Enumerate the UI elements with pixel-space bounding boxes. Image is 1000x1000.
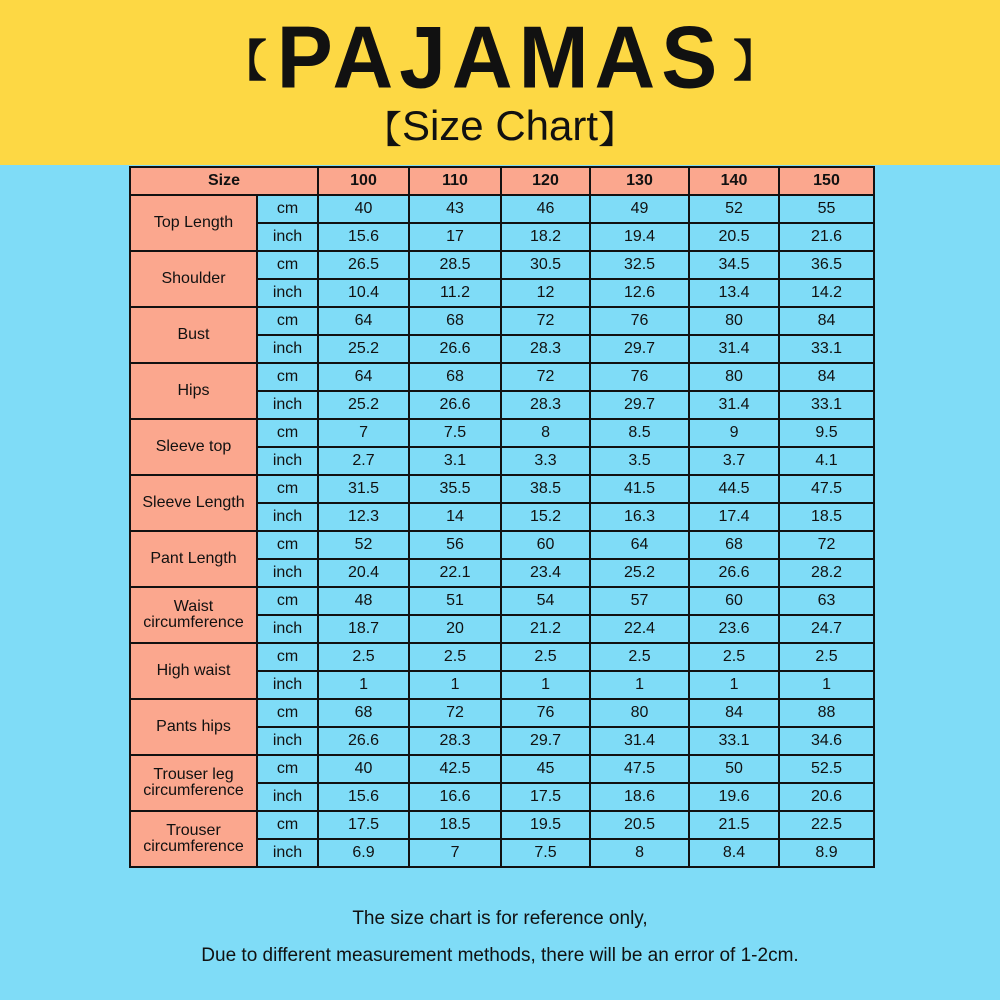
value-cell: 14.2 [779,279,874,307]
measurement-label: Shoulder [130,251,257,307]
value-cell: 84 [689,699,779,727]
value-cell: 9 [689,419,779,447]
unit-cell: inch [257,391,318,419]
value-cell: 63 [779,587,874,615]
value-cell: 41.5 [590,475,689,503]
title-text: PAJAMAS [276,7,724,106]
value-cell: 18.5 [409,811,501,839]
value-cell: 30.5 [501,251,590,279]
value-cell: 32.5 [590,251,689,279]
page-title [0,7,1000,106]
value-cell: 76 [501,699,590,727]
value-cell: 57 [590,587,689,615]
value-cell: 33.1 [779,335,874,363]
value-cell: 18.7 [318,615,409,643]
value-cell: 23.6 [689,615,779,643]
value-cell: 3.7 [689,447,779,475]
value-cell: 68 [318,699,409,727]
value-cell: 20.4 [318,559,409,587]
value-cell: 28.3 [501,335,590,363]
value-cell: 17.4 [689,503,779,531]
value-cell: 1 [590,671,689,699]
value-cell: 68 [409,363,501,391]
value-cell: 31.4 [689,391,779,419]
value-cell: 19.4 [590,223,689,251]
value-cell: 20.6 [779,783,874,811]
value-cell: 76 [590,363,689,391]
size-header-row [130,167,874,195]
value-cell: 25.2 [318,335,409,363]
subtitle-text: Size Chart [401,102,599,149]
unit-cell: inch [257,615,318,643]
value-cell: 36.5 [779,251,874,279]
unit-cell: cm [257,531,318,559]
footer-note-line-2: Due to different measurement methods, there will be an error of 1-2cm. [201,945,799,966]
value-cell: 7 [318,419,409,447]
size-header-cell: 100 [318,167,409,195]
value-cell: 16.6 [409,783,501,811]
value-cell: 7.5 [501,839,590,867]
value-cell: 28.3 [409,727,501,755]
subtitle-bracket-close: 】 [598,107,637,152]
value-cell: 4.1 [779,447,874,475]
value-cell: 15.6 [318,783,409,811]
value-cell: 20 [409,615,501,643]
value-cell: 8 [501,419,590,447]
value-cell: 17.5 [501,783,590,811]
value-cell: 22.5 [779,811,874,839]
value-cell: 20.5 [590,811,689,839]
value-cell: 8 [590,839,689,867]
unit-cell: inch [257,447,318,475]
measurement-label: Sleeve Length [130,475,257,531]
value-cell: 17 [409,223,501,251]
value-cell: 7.5 [409,419,501,447]
value-cell: 28.2 [779,559,874,587]
value-cell: 43 [409,195,501,223]
value-cell: 26.6 [409,391,501,419]
value-cell: 64 [318,363,409,391]
measurement-label: Trouser leg circumference [130,755,257,811]
page-subtitle [0,98,1000,154]
table-row [130,363,874,391]
value-cell: 12 [501,279,590,307]
value-cell: 3.5 [590,447,689,475]
unit-cell: inch [257,727,318,755]
measurement-label: Hips [130,363,257,419]
unit-cell: cm [257,699,318,727]
table-row [130,587,874,615]
unit-cell: inch [257,671,318,699]
value-cell: 31.5 [318,475,409,503]
unit-cell: inch [257,839,318,867]
value-cell: 31.4 [689,335,779,363]
value-cell: 18.5 [779,503,874,531]
unit-cell: cm [257,419,318,447]
value-cell: 21.5 [689,811,779,839]
value-cell: 18.6 [590,783,689,811]
table-row [130,475,874,503]
value-cell: 76 [590,307,689,335]
table-row [130,811,874,839]
unit-cell: cm [257,587,318,615]
value-cell: 3.1 [409,447,501,475]
value-cell: 26.6 [409,335,501,363]
value-cell: 11.2 [409,279,501,307]
value-cell: 21.2 [501,615,590,643]
value-cell: 21.6 [779,223,874,251]
unit-cell: cm [257,307,318,335]
value-cell: 52 [689,195,779,223]
table-row [130,195,874,223]
unit-cell: inch [257,223,318,251]
value-cell: 12.6 [590,279,689,307]
value-cell: 2.5 [409,643,501,671]
value-cell: 84 [779,307,874,335]
value-cell: 24.7 [779,615,874,643]
value-cell: 22.4 [590,615,689,643]
value-cell: 46 [501,195,590,223]
measurement-label: Pant Length [130,531,257,587]
size-chart-body [130,195,874,867]
value-cell: 29.7 [501,727,590,755]
value-cell: 72 [501,363,590,391]
value-cell: 22.1 [409,559,501,587]
size-header-cell: 140 [689,167,779,195]
value-cell: 34.5 [689,251,779,279]
value-cell: 19.5 [501,811,590,839]
value-cell: 16.3 [590,503,689,531]
unit-cell: inch [257,503,318,531]
value-cell: 84 [779,363,874,391]
value-cell: 33.1 [689,727,779,755]
value-cell: 13.4 [689,279,779,307]
value-cell: 9.5 [779,419,874,447]
value-cell: 80 [689,363,779,391]
unit-cell: inch [257,783,318,811]
value-cell: 47.5 [779,475,874,503]
value-cell: 42.5 [409,755,501,783]
unit-cell: cm [257,251,318,279]
measurement-label: Top Length [130,195,257,251]
table-row [130,755,874,783]
footer-note-line-1: The size chart is for reference only, [352,908,648,929]
value-cell: 50 [689,755,779,783]
value-cell: 25.2 [318,391,409,419]
subtitle-bracket-open: 【 [363,107,402,152]
measurement-label: Pants hips [130,699,257,755]
value-cell: 80 [689,307,779,335]
value-cell: 68 [409,307,501,335]
value-cell: 72 [501,307,590,335]
unit-cell: inch [257,335,318,363]
value-cell: 3.3 [501,447,590,475]
value-cell: 26.5 [318,251,409,279]
measurement-label: Sleeve top [130,419,257,475]
size-header-cell: 110 [409,167,501,195]
unit-cell: cm [257,363,318,391]
value-cell: 26.6 [689,559,779,587]
value-cell: 8.5 [590,419,689,447]
value-cell: 72 [409,699,501,727]
table-row [130,419,874,447]
value-cell: 25.2 [590,559,689,587]
size-header-cell: 150 [779,167,874,195]
unit-cell: cm [257,811,318,839]
measurement-label: Bust [130,307,257,363]
unit-cell: inch [257,279,318,307]
value-cell: 2.5 [590,643,689,671]
value-cell: 2.5 [318,643,409,671]
value-cell: 28.3 [501,391,590,419]
value-cell: 1 [409,671,501,699]
value-cell: 40 [318,195,409,223]
value-cell: 45 [501,755,590,783]
value-cell: 64 [318,307,409,335]
value-cell: 52 [318,531,409,559]
value-cell: 2.7 [318,447,409,475]
value-cell: 64 [590,531,689,559]
value-cell: 12.3 [318,503,409,531]
value-cell: 40 [318,755,409,783]
value-cell: 52.5 [779,755,874,783]
size-header-label: Size [130,167,318,195]
table-row [130,699,874,727]
table-row [130,531,874,559]
measurement-label: High waist [130,643,257,699]
value-cell: 68 [689,531,779,559]
value-cell: 19.6 [689,783,779,811]
value-cell: 80 [590,699,689,727]
value-cell: 2.5 [689,643,779,671]
value-cell: 38.5 [501,475,590,503]
title-bracket-open: 【 [222,36,267,87]
unit-cell: inch [257,559,318,587]
value-cell: 26.6 [318,727,409,755]
table-row [130,643,874,671]
value-cell: 47.5 [590,755,689,783]
unit-cell: cm [257,475,318,503]
value-cell: 33.1 [779,391,874,419]
value-cell: 44.5 [689,475,779,503]
value-cell: 10.4 [318,279,409,307]
value-cell: 20.5 [689,223,779,251]
value-cell: 6.9 [318,839,409,867]
table-row [130,307,874,335]
value-cell: 35.5 [409,475,501,503]
table-row [130,251,874,279]
value-cell: 56 [409,531,501,559]
value-cell: 17.5 [318,811,409,839]
value-cell: 1 [318,671,409,699]
measurement-label: Waist circumference [130,587,257,643]
unit-cell: cm [257,195,318,223]
value-cell: 51 [409,587,501,615]
value-cell: 18.2 [501,223,590,251]
measurement-label: Trouser circumference [130,811,257,867]
value-cell: 34.6 [779,727,874,755]
value-cell: 88 [779,699,874,727]
value-cell: 28.5 [409,251,501,279]
value-cell: 1 [779,671,874,699]
value-cell: 23.4 [501,559,590,587]
value-cell: 60 [501,531,590,559]
size-chart-table [129,166,875,868]
value-cell: 60 [689,587,779,615]
title-bracket-close: 】 [733,36,778,87]
size-header-cell: 130 [590,167,689,195]
value-cell: 2.5 [779,643,874,671]
value-cell: 8.4 [689,839,779,867]
value-cell: 15.2 [501,503,590,531]
value-cell: 7 [409,839,501,867]
value-cell: 49 [590,195,689,223]
value-cell: 54 [501,587,590,615]
unit-cell: cm [257,643,318,671]
value-cell: 8.9 [779,839,874,867]
value-cell: 14 [409,503,501,531]
value-cell: 72 [779,531,874,559]
value-cell: 55 [779,195,874,223]
value-cell: 31.4 [590,727,689,755]
value-cell: 1 [689,671,779,699]
value-cell: 48 [318,587,409,615]
value-cell: 29.7 [590,391,689,419]
value-cell: 15.6 [318,223,409,251]
value-cell: 2.5 [501,643,590,671]
size-header-cell: 120 [501,167,590,195]
value-cell: 1 [501,671,590,699]
unit-cell: cm [257,755,318,783]
value-cell: 29.7 [590,335,689,363]
